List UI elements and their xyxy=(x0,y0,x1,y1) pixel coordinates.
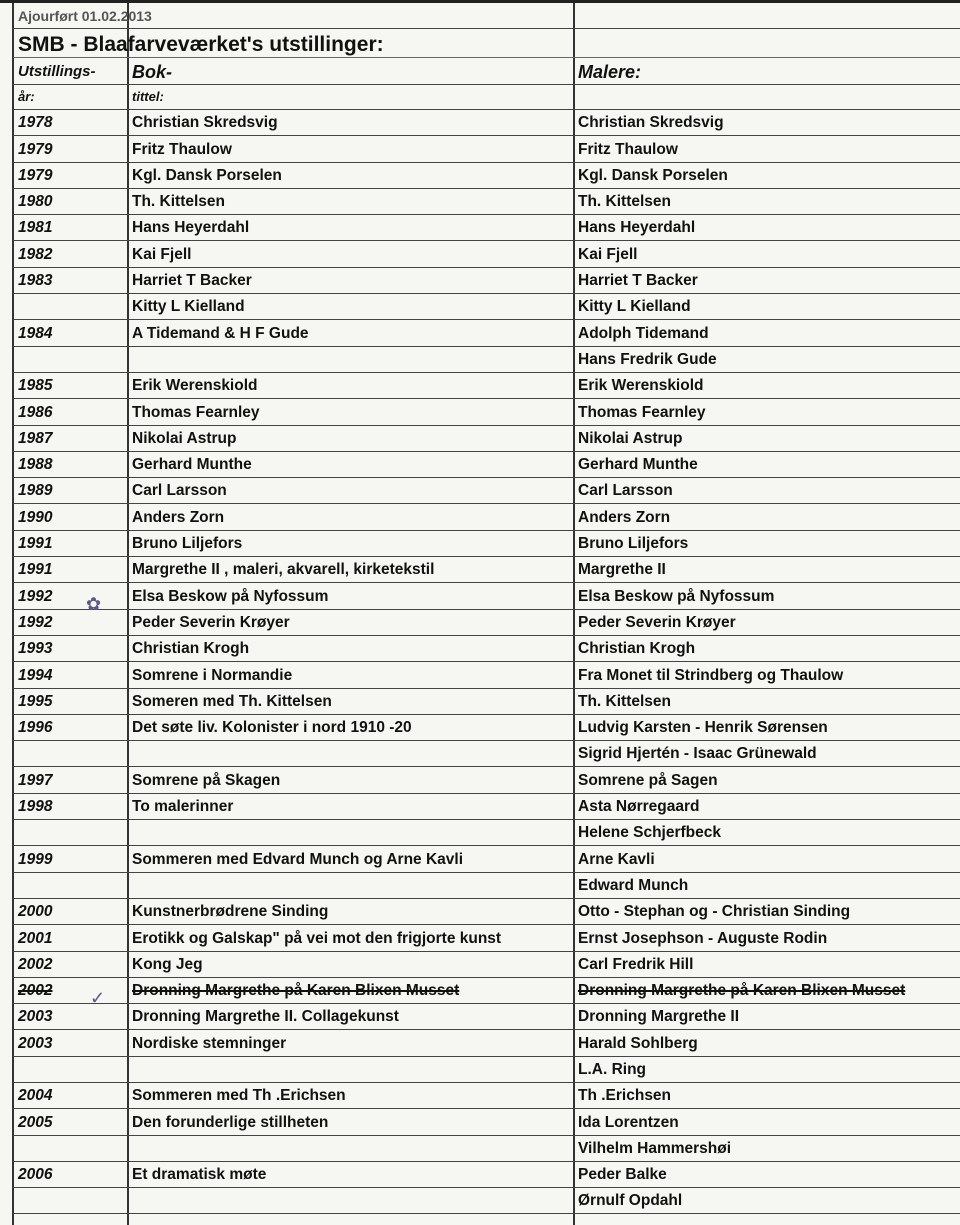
year-cell: 1995 xyxy=(13,688,127,714)
book-title-cell: Dronning Margrethe II. Collagekunst xyxy=(127,1004,573,1030)
painter-cell: Harriet T Backer xyxy=(573,267,960,293)
year-cell: 1989 xyxy=(13,478,127,504)
year-cell: 1979 xyxy=(13,162,127,188)
year-cell xyxy=(13,820,127,846)
year-cell: 1997 xyxy=(13,767,127,793)
year-cell: 2002 xyxy=(13,951,127,977)
book-title-cell xyxy=(127,1056,573,1082)
painter-cell: Somrene på Sagen xyxy=(573,767,960,793)
painter-cell: Peder Balke xyxy=(573,1161,960,1187)
table-row xyxy=(13,1004,960,1030)
book-title-cell: To malerinner xyxy=(127,793,573,819)
table-row xyxy=(13,1109,960,1135)
table-row xyxy=(13,557,960,583)
painter-cell: Adolph Tidemand xyxy=(573,320,960,346)
table-row xyxy=(13,346,960,372)
table-row xyxy=(13,609,960,635)
table-row xyxy=(13,451,960,477)
book-title-cell: Nikolai Astrup xyxy=(127,425,573,451)
painter-cell: Anders Zorn xyxy=(573,504,960,530)
header-row-1 xyxy=(13,58,960,85)
year-header-line2: år: xyxy=(13,85,127,110)
book-title-cell: Kitty L Kielland xyxy=(127,294,573,320)
header-row-2 xyxy=(13,85,960,110)
year-cell: 2004 xyxy=(13,1082,127,1108)
book-title-cell: Det søte liv. Kolonister i nord 1910 -20 xyxy=(127,714,573,740)
table-row xyxy=(13,530,960,556)
top-edge xyxy=(0,0,960,3)
year-cell: 1988 xyxy=(13,451,127,477)
year-cell: 2003 xyxy=(13,1030,127,1056)
book-title-cell: Kai Fjell xyxy=(127,241,573,267)
table-row xyxy=(13,215,960,241)
book-title-cell: Fritz Thaulow xyxy=(127,136,573,162)
book-title-cell: Bruno Liljefors xyxy=(127,530,573,556)
painter-cell: Fritz Thaulow xyxy=(573,136,960,162)
painter-cell: Christian Skredsvig xyxy=(573,110,960,136)
painter-cell: Margrethe II xyxy=(573,557,960,583)
table-row xyxy=(13,767,960,793)
table-row xyxy=(13,1188,960,1214)
painter-cell: Harald Sohlberg xyxy=(573,1030,960,1056)
book-title-cell: Carl Larsson xyxy=(127,478,573,504)
year-cell xyxy=(13,346,127,372)
painter-cell: Kitty L Kielland xyxy=(573,294,960,320)
table-row xyxy=(13,793,960,819)
table-row xyxy=(13,1161,960,1187)
book-title-cell: Kunstnerbrødrene Sinding xyxy=(127,898,573,924)
table-row xyxy=(13,1135,960,1161)
book-title-cell: Kong Jeg xyxy=(127,951,573,977)
year-cell: 1994 xyxy=(13,662,127,688)
handwritten-checkmark-icon: ✓ xyxy=(90,988,106,1008)
book-header-line1: Bok- xyxy=(127,58,573,85)
painter-cell: Vilhelm Hammershøi xyxy=(573,1135,960,1161)
painters-header: Malere: xyxy=(573,58,960,85)
year-cell: 2006 xyxy=(13,1161,127,1187)
book-title-cell xyxy=(127,1188,573,1214)
year-cell: 1992 xyxy=(13,583,127,609)
painter-cell: Carl Fredrik Hill xyxy=(573,951,960,977)
table-row xyxy=(13,820,960,846)
painter-cell: Kai Fjell xyxy=(573,241,960,267)
book-title-cell: Sommeren med Th .Erichsen xyxy=(127,1082,573,1108)
year-cell: 1991 xyxy=(13,557,127,583)
updated-row xyxy=(13,4,960,29)
table-row xyxy=(13,635,960,661)
painter-cell: Ida Lorentzen xyxy=(573,1109,960,1135)
painter-cell: Th. Kittelsen xyxy=(573,688,960,714)
table-row xyxy=(13,320,960,346)
table-row xyxy=(13,372,960,398)
table-row xyxy=(13,188,960,214)
table-row xyxy=(13,1056,960,1082)
handwritten-scribble-icon: ✿ xyxy=(86,594,102,614)
year-cell: 1986 xyxy=(13,399,127,425)
table-row xyxy=(13,846,960,872)
painter-cell: Bruno Liljefors xyxy=(573,530,960,556)
book-title-cell: Somrene i Normandie xyxy=(127,662,573,688)
year-cell: 2003 xyxy=(13,1004,127,1030)
table-row xyxy=(13,1030,960,1056)
year-cell xyxy=(13,294,127,320)
updated-date: Ajourført 01.02.2013 xyxy=(13,4,127,29)
painter-cell: Dronning Margrethe på Karen Blixen Musset xyxy=(573,977,960,1003)
book-title-cell: Hans Heyerdahl xyxy=(127,215,573,241)
painter-cell: Christian Krogh xyxy=(573,635,960,661)
book-title-cell: Kgl. Dansk Porselen xyxy=(127,162,573,188)
year-cell: 1983 xyxy=(13,267,127,293)
book-title-cell: Sommeren med Edvard Munch og Arne Kavli xyxy=(127,846,573,872)
table-row xyxy=(13,1082,960,1108)
table-row xyxy=(13,714,960,740)
year-cell xyxy=(13,1056,127,1082)
painter-cell: Peder Severin Krøyer xyxy=(573,609,960,635)
table-row xyxy=(13,267,960,293)
table-row xyxy=(13,425,960,451)
year-cell: 1998 xyxy=(13,793,127,819)
painter-cell: Elsa Beskow på Nyfossum xyxy=(573,583,960,609)
painter-cell: Gerhard Munthe xyxy=(573,451,960,477)
year-cell: 1993 xyxy=(13,635,127,661)
table-row xyxy=(13,110,960,136)
table-row xyxy=(13,898,960,924)
book-title-cell xyxy=(127,346,573,372)
table-row xyxy=(13,951,960,977)
table-row xyxy=(13,583,960,609)
book-title-cell: Erik Werenskiold xyxy=(127,372,573,398)
year-cell: 1987 xyxy=(13,425,127,451)
table-row xyxy=(13,294,960,320)
year-cell xyxy=(13,872,127,898)
year-cell: 1982 xyxy=(13,241,127,267)
year-cell: 1979 xyxy=(13,136,127,162)
document-title: SMB - Blaafarveværket's utstillinger: xyxy=(13,29,573,58)
painter-cell: Helene Schjerfbeck xyxy=(573,820,960,846)
year-cell xyxy=(13,1188,127,1214)
year-cell: 2002 xyxy=(13,977,127,1003)
book-title-cell xyxy=(127,820,573,846)
book-title-cell: Anders Zorn xyxy=(127,504,573,530)
painter-cell: Nikolai Astrup xyxy=(573,425,960,451)
table-row xyxy=(13,399,960,425)
table-row xyxy=(13,478,960,504)
book-title-cell: Christian Skredsvig xyxy=(127,110,573,136)
table-row xyxy=(13,688,960,714)
painter-cell: Arne Kavli xyxy=(573,846,960,872)
year-cell: 1992 xyxy=(13,609,127,635)
book-title-cell: Margrethe II , maleri, akvarell, kirketekstil xyxy=(127,557,573,583)
table-row xyxy=(13,925,960,951)
painter-cell: Ørnulf Opdahl xyxy=(573,1188,960,1214)
title-row xyxy=(13,29,960,58)
book-title-cell: Den forunderlige stillheten xyxy=(127,1109,573,1135)
painter-cell: Th .Erichsen xyxy=(573,1082,960,1108)
year-cell: 2005 xyxy=(13,1109,127,1135)
table-row xyxy=(13,741,960,767)
painter-cell: Asta Nørregaard xyxy=(573,793,960,819)
book-title-cell: Erotikk og Galskap" på vei mot den frigjorte kunst xyxy=(127,925,573,951)
book-title-cell: Harriet T Backer xyxy=(127,267,573,293)
book-title-cell xyxy=(127,1135,573,1161)
year-cell: 1996 xyxy=(13,714,127,740)
year-cell: 1981 xyxy=(13,215,127,241)
table-row xyxy=(13,872,960,898)
year-cell: 1984 xyxy=(13,320,127,346)
book-title-cell: Dronning Margrethe på Karen Blixen Musset xyxy=(127,977,573,1003)
table-row xyxy=(13,977,960,1003)
year-cell: 1985 xyxy=(13,372,127,398)
painter-cell: Sigrid Hjertén - Isaac Grünewald xyxy=(573,741,960,767)
book-title-cell: Christian Krogh xyxy=(127,635,573,661)
year-cell: 1978 xyxy=(13,110,127,136)
table-row xyxy=(13,662,960,688)
painter-cell: Thomas Fearnley xyxy=(573,399,960,425)
book-title-cell: Et dramatisk møte xyxy=(127,1161,573,1187)
table-row xyxy=(13,136,960,162)
year-cell: 1991 xyxy=(13,530,127,556)
year-cell: 2000 xyxy=(13,898,127,924)
painter-cell: Th. Kittelsen xyxy=(573,188,960,214)
year-cell xyxy=(13,741,127,767)
year-cell: 2001 xyxy=(13,925,127,951)
painter-cell: L.A. Ring xyxy=(573,1056,960,1082)
table-row xyxy=(13,162,960,188)
painter-cell: Hans Fredrik Gude xyxy=(573,346,960,372)
painter-cell: Carl Larsson xyxy=(573,478,960,504)
painter-cell: Kgl. Dansk Porselen xyxy=(573,162,960,188)
painter-cell: Fra Monet til Strindberg og Thaulow xyxy=(573,662,960,688)
book-title-cell xyxy=(127,872,573,898)
table-row xyxy=(13,504,960,530)
table-row xyxy=(13,241,960,267)
painter-cell: Erik Werenskiold xyxy=(573,372,960,398)
year-cell: 1980 xyxy=(13,188,127,214)
year-cell: 1990 xyxy=(13,504,127,530)
book-title-cell: Someren med Th. Kittelsen xyxy=(127,688,573,714)
book-title-cell: Th. Kittelsen xyxy=(127,188,573,214)
painter-cell: Edward Munch xyxy=(573,872,960,898)
book-title-cell: Nordiske stemninger xyxy=(127,1030,573,1056)
book-header-line2: tittel: xyxy=(127,85,573,110)
painter-cell: Ludvig Karsten - Henrik Sørensen xyxy=(573,714,960,740)
book-title-cell: Peder Severin Krøyer xyxy=(127,609,573,635)
year-header-line1: Utstillings- xyxy=(13,58,127,85)
book-title-cell: A Tidemand & H F Gude xyxy=(127,320,573,346)
exhibitions-table xyxy=(13,4,960,1214)
year-cell xyxy=(13,1135,127,1161)
book-title-cell: Gerhard Munthe xyxy=(127,451,573,477)
painter-cell: Ernst Josephson - Auguste Rodin xyxy=(573,925,960,951)
painter-cell: Dronning Margrethe II xyxy=(573,1004,960,1030)
book-title-cell: Thomas Fearnley xyxy=(127,399,573,425)
book-title-cell: Elsa Beskow på Nyfossum xyxy=(127,583,573,609)
book-title-cell: Somrene på Skagen xyxy=(127,767,573,793)
year-cell: 1999 xyxy=(13,846,127,872)
painter-cell: Hans Heyerdahl xyxy=(573,215,960,241)
painter-cell: Otto - Stephan og - Christian Sinding xyxy=(573,898,960,924)
book-title-cell xyxy=(127,741,573,767)
